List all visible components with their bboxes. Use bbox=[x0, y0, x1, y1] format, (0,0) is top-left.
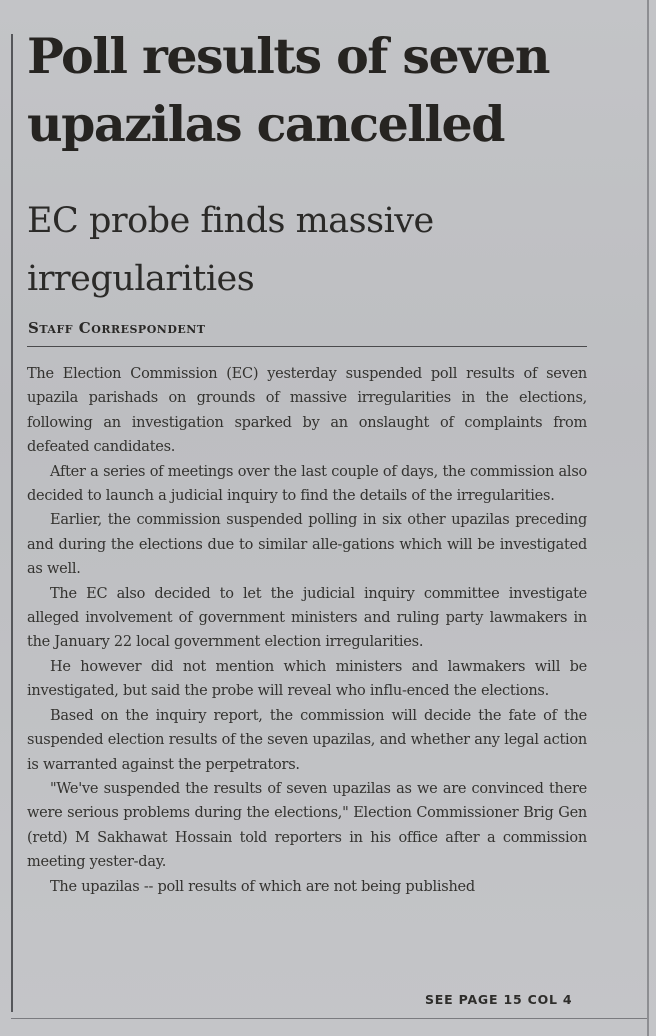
paragraph: Based on the inquiry report, the commission will decide the fate of the suspended election results of the seven upazilas, and whether any legal action is warranted against the perpetrators. bbox=[27, 707, 587, 773]
continued-on-page: SEE PAGE 15 COL 4 bbox=[425, 992, 573, 1007]
paragraph: He however did not mention which ministers and lawmakers will be investigated, but said the probe will reveal who influ-enced the elections. bbox=[27, 658, 587, 700]
paragraph: After a series of meetings over the last couple of days, the commission also decided to launch a judicial inquiry to find the details of the irregularities. bbox=[27, 463, 587, 505]
byline: Staff Correspondent bbox=[28, 319, 206, 337]
subheadline: EC probe finds massive irregularities bbox=[27, 201, 434, 299]
paragraph: Earlier, the commission suspended polling in six other upazilas preceding and during the elections due to similar alle-gations which will be investigated as well. bbox=[27, 512, 587, 578]
byline-divider bbox=[27, 346, 587, 347]
paragraph: The upazilas -- poll results of which are not being published bbox=[50, 878, 475, 895]
left-column-rule bbox=[11, 34, 13, 1012]
article-body bbox=[27, 362, 587, 899]
headline: Poll results of seven upazilas cancelled bbox=[27, 27, 549, 153]
paragraph: The Election Commission (EC) yesterday suspended poll results of seven upazila parishads on grounds of massive irregularities in the elections, following an investigation sparked by an onslaught of complaints from defeated candidates. bbox=[27, 366, 587, 456]
paragraph: The EC also decided to let the judicial inquiry committee investigate alleged involvement of government ministers and ruling party lawmakers in the January 22 local government election irregularities. bbox=[27, 585, 587, 651]
bottom-rule bbox=[11, 1018, 647, 1019]
right-column-rule bbox=[647, 0, 649, 1036]
paragraph: "We've suspended the results of seven upazilas as we are convinced there were serious problems during the elections," Election Commissioner Brig Gen (retd) M Sakhawat Hossain told reporters in his office after a commission meeting yester-day. bbox=[27, 780, 587, 871]
